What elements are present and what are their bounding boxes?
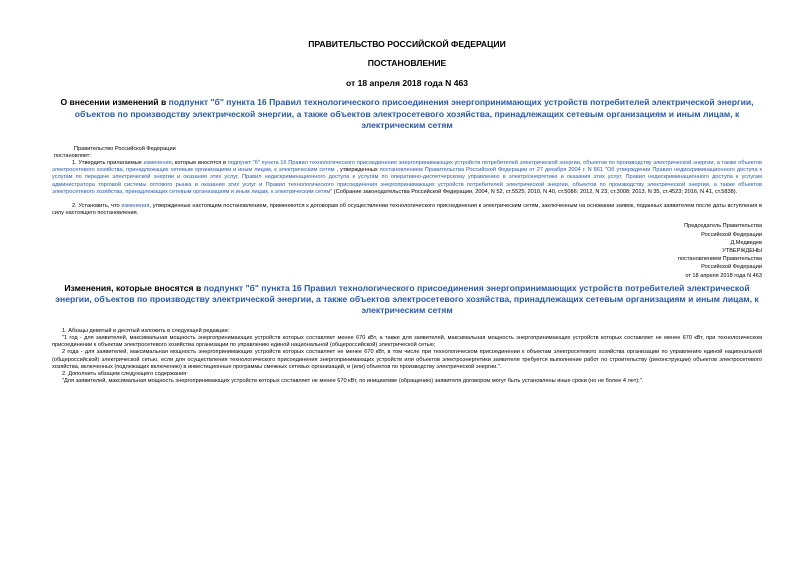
item1-text-1: 1. Утвердить прилагаемые <box>72 159 144 166</box>
signature-name: Д.Медведев <box>730 239 762 246</box>
signature-block <box>52 222 762 279</box>
change-1: 1. Абзацы девятый и десятый изложить в следующей редакции: <box>62 327 230 334</box>
item1-text-2: , которые вносятся в <box>171 159 228 166</box>
item2-text-1: 2. Установить, что <box>72 202 122 209</box>
item2-changes-link[interactable]: изменения <box>121 202 150 209</box>
title-prefix: О внесении изменений в <box>60 97 169 107</box>
approval-by: постановлением Правительства <box>677 256 762 263</box>
item2-text-2: , утвержденные настоящим постановлением, применяются к договорам об осуществлении технологического присоединения к электрическим сетям, заключенным на основании заявок, поданных заявителем после даты вступления в силу настоящего постановления. <box>52 202 763 217</box>
document-date-number: от 18 апреля 2018 года N 463 <box>345 78 469 88</box>
preamble <box>52 146 762 160</box>
title-link[interactable]: подпункт "б" пункта 16 Правил технологического присоединения энергопринимающих устройств потребителей электрической энергии, объектов по производству электрической энергии, а также объектов электросетевого хозяйства, принадлежащих сетевым организациям и иным лицам, к электрическим сетям <box>74 97 754 130</box>
item1-text-4: (Собрание законодательства Российской Федерации, 2004, N 52, ст.5525; 2010, N 40, ст.5086; 2012, N 23, ст.3008; 2013, N 35, ст.4523; 2016, N 41, ст.5838). <box>332 188 738 195</box>
changes-title-link[interactable]: подпункт "б" пункта 16 Правил технологического присоединения энергопринимающих устройств потребителей электрической энергии, объектов по производству электрической энергии, а также объектов электросетевого хозяйства, принадлежащих сетевым организациям и иным лицам, к электрическим сетям <box>55 282 759 315</box>
preamble-line-1: Правительство Российской Федерации <box>74 145 176 152</box>
item1-resolution-link[interactable]: постановлением Правительства Российской Федерации от 27 декабря 2004 г. N 861 "Об утверждении Правил недискриминационного доступа к услугам по передаче электрической энергии и оказания этих услуг, Правил недискриминационного доступа к услугам по оперативно-диспетчерскому управлению в электроэнергетике и оказания этих услуг, Правил недискриминационного доступа к услугам администратора торговой системы оптового рынка и оказания этих услуг и Правил технологического присоединения энергопринимающих устройств потребителей электрической энергии, объектов по производству электрической энергии, а также объектов электросетевого хозяйства, принадлежащих сетевым организациям и иным лицам, к электрическим сетям" <box>52 167 762 195</box>
preamble-line-2: постановляет: <box>54 152 91 159</box>
change-1-paragraph-10: 2 года - для заявителей, максимальная мощность энергопринимающих устройств которых составляет не менее 670 кВт, в том числе при технологическом присоединении к объектам электросетевого хозяйства организации по управлению единой национальной (общероссийской) электрической сетью, если для осуществления технологического присоединения энергопринимающих устройств или объектов электроэнергетики заявителя требуется выполнение работ по строительству (реконструкции) объектов электросетевого хозяйства, включенных (подлежащих включению) в инвестиционные программы смежных сетевых организаций, и (или) объектов по производству электрической энергии.". <box>52 349 762 370</box>
document-title <box>52 97 762 132</box>
change-2-paragraph: "Для заявителей, максимальная мощность энергопринимающих устройств которых составляет не менее 670 кВт, по инициативе (обращению) заявителя договором могут быть установлены иные сроки (но не более 4 лет);". <box>62 378 644 385</box>
change-1-paragraph-9: "1 год - для заявителей, максимальная мощность энергопринимающих устройств которых составляет менее 670 кВт, а также для заявителей, максимальная мощность энергопринимающих устройств которых составляет не менее 670 кВт, при технологическом присоединении к объектам электросетевого хозяйства организации по управлению единой национальной (общероссийской) электрической сетью; <box>52 334 762 349</box>
item1-changes-link[interactable]: изменения <box>143 159 172 166</box>
changes-title <box>52 283 762 316</box>
change-2: 2. Дополнить абзацем следующего содержания: <box>62 370 188 377</box>
government-heading: ПРАВИТЕЛЬСТВО РОССИЙСКОЙ ФЕДЕРАЦИИ <box>308 39 506 49</box>
signature-country: Российской Федерации <box>701 231 762 238</box>
item-1-paragraph <box>52 160 762 196</box>
changes-body <box>52 328 762 386</box>
item1-text-3: , утвержденных <box>334 167 380 174</box>
approval-country: Российской Федерации <box>701 264 762 271</box>
signature-position: Председатель Правительства <box>684 223 762 230</box>
approval-label: УТВЕРЖДЕНЫ <box>722 247 762 254</box>
approval-date: от 18 апреля 2018 года N 463 <box>685 272 762 279</box>
changes-title-prefix: Изменения, которые вносятся в <box>64 282 204 293</box>
item-2-paragraph <box>52 203 762 217</box>
document-type-heading: ПОСТАНОВЛЕНИЕ <box>367 58 447 68</box>
item1-rules-link[interactable]: подпункт "б" пункта 16 Правил технологического присоединения энергопринимающих устройств потребителей электрической энергии, объектов по производству электрической энергии, а также объектов электросетевого хозяйства, принадлежащих сетевым организациям и иным лицам, к электрическим сетям <box>52 159 762 174</box>
